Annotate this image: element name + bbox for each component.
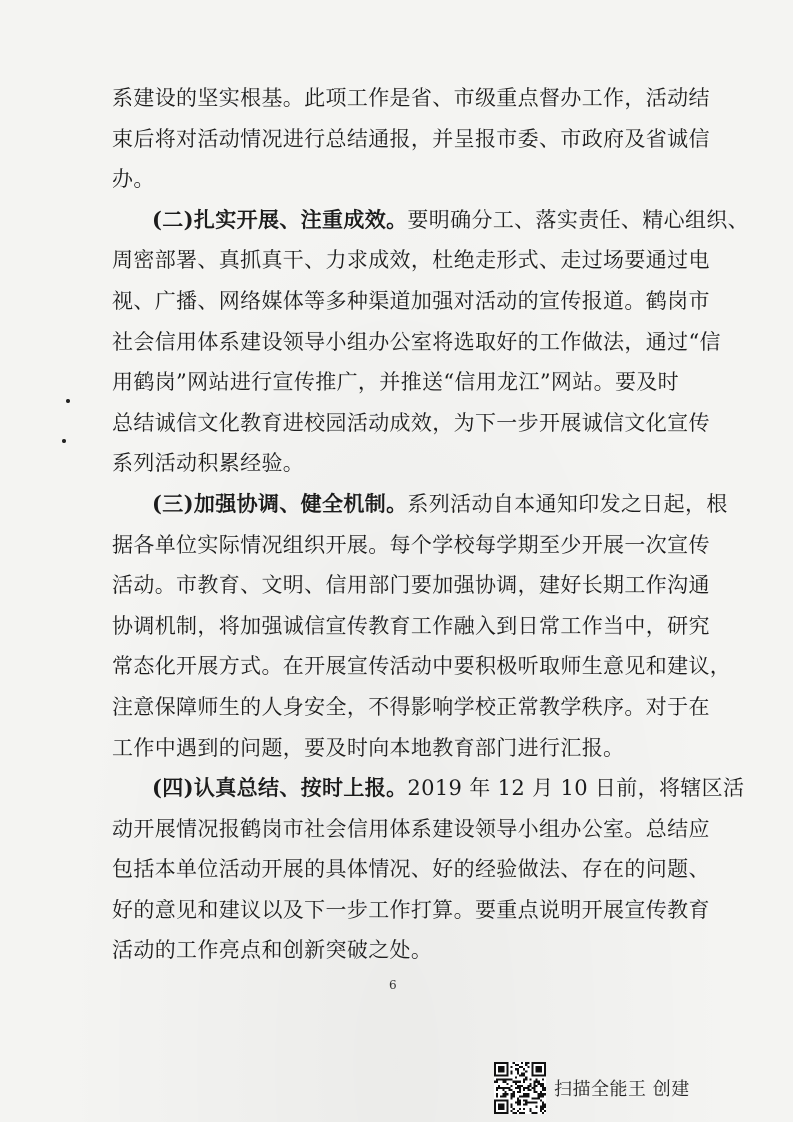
page-number: 6: [389, 978, 397, 992]
line-text: 协调机制，将加强诚信宣传教育工作融入到日常工作当中，研究: [112, 613, 710, 638]
line-text: 视、广播、网络媒体等多种渠道加强对活动的宣传报道。鹤岗市: [112, 288, 710, 313]
document-line: [112, 930, 696, 971]
line-text: 包括本单位活动开展的具体情况、好的经验做法、存在的问题、: [112, 857, 710, 882]
document-line: [112, 809, 710, 850]
document-line: [112, 565, 710, 606]
document-line: [112, 687, 710, 728]
line-text: 据各单位实际情况组织开展。每个学校每学期至少开展一次宣传: [112, 532, 710, 557]
scanner-label: 扫描全能王 创建: [554, 1079, 690, 1100]
document-line: [112, 240, 710, 281]
line-text: 常态化开展方式。在开展宣传活动中要积极听取师生意见和建议，: [112, 654, 732, 679]
document-line: [112, 768, 745, 809]
document-line: [112, 362, 696, 403]
section-heading: (四)认真总结、按时上报。: [152, 775, 408, 801]
line-text: 工作中遇到的问题，要及时向本地教育部门进行汇报。: [112, 735, 625, 760]
document-line: [112, 606, 710, 647]
line-text: 活动。市教育、文明、信用部门要加强协调，建好长期工作沟通: [112, 573, 710, 598]
line-text: 注意保障师生的人身安全，不得影响学校正常教学秩序。对于在: [112, 694, 710, 719]
line-text: 办。: [112, 167, 155, 192]
section-heading: (三)加强协调、健全机制。: [152, 490, 408, 516]
line-text: 好的意见和建议以及下一步工作打算。要重点说明开展宣传教育: [112, 897, 710, 922]
line-text: 2019 年 12 月 10 日前，将辖区活: [407, 776, 745, 801]
line-text: 系列活动积累经验。: [112, 451, 305, 476]
line-text: 要明确分工、落实责任、精心组织、: [407, 207, 750, 232]
line-text: 活动的工作亮点和创新突破之处。: [112, 938, 433, 963]
document-line: [112, 403, 710, 444]
document-line: [112, 119, 710, 160]
document-line: [112, 646, 732, 687]
document-line: [112, 890, 710, 931]
line-text: 系列活动自本通知印发之日起，根: [407, 491, 728, 516]
line-text: 周密部署、真抓真干、力求成效，杜绝走形式、走过场要通过电: [112, 248, 710, 273]
document-body: [112, 78, 750, 971]
line-text: 用鹤岗”网站进行宣传推广，并推送“信用龙江”网站。要及时: [112, 370, 680, 395]
line-text: 总结诚信文化教育进校园活动成效，为下一步开展诚信文化宣传: [112, 410, 710, 435]
document-line: [112, 525, 710, 566]
document-line: [112, 322, 721, 363]
document-line: [112, 200, 750, 241]
line-text: 束后将对活动情况进行总结通报，并呈报市委、市政府及省诚信: [112, 126, 710, 151]
document-line: [112, 78, 710, 119]
section-heading: (二)扎实开展、注重成效。: [152, 206, 408, 232]
document-line: [112, 484, 728, 525]
document-line: [112, 849, 710, 890]
document-line: [112, 281, 710, 322]
qr-code-icon: [494, 1062, 546, 1114]
margin-mark: [62, 439, 66, 443]
document-line: [112, 159, 696, 200]
line-text: 系建设的坚实根基。此项工作是省、市级重点督办工作，活动结: [112, 86, 710, 110]
margin-mark: [66, 399, 70, 403]
line-text: 动开展情况报鹤岗市社会信用体系建设领导小组办公室。总结应: [112, 816, 710, 841]
document-line: [112, 728, 696, 769]
line-text: 社会信用体系建设领导小组办公室将选取好的工作做法，通过“信: [112, 329, 721, 354]
scanner-watermark: [494, 1062, 690, 1114]
document-line: [112, 443, 696, 484]
